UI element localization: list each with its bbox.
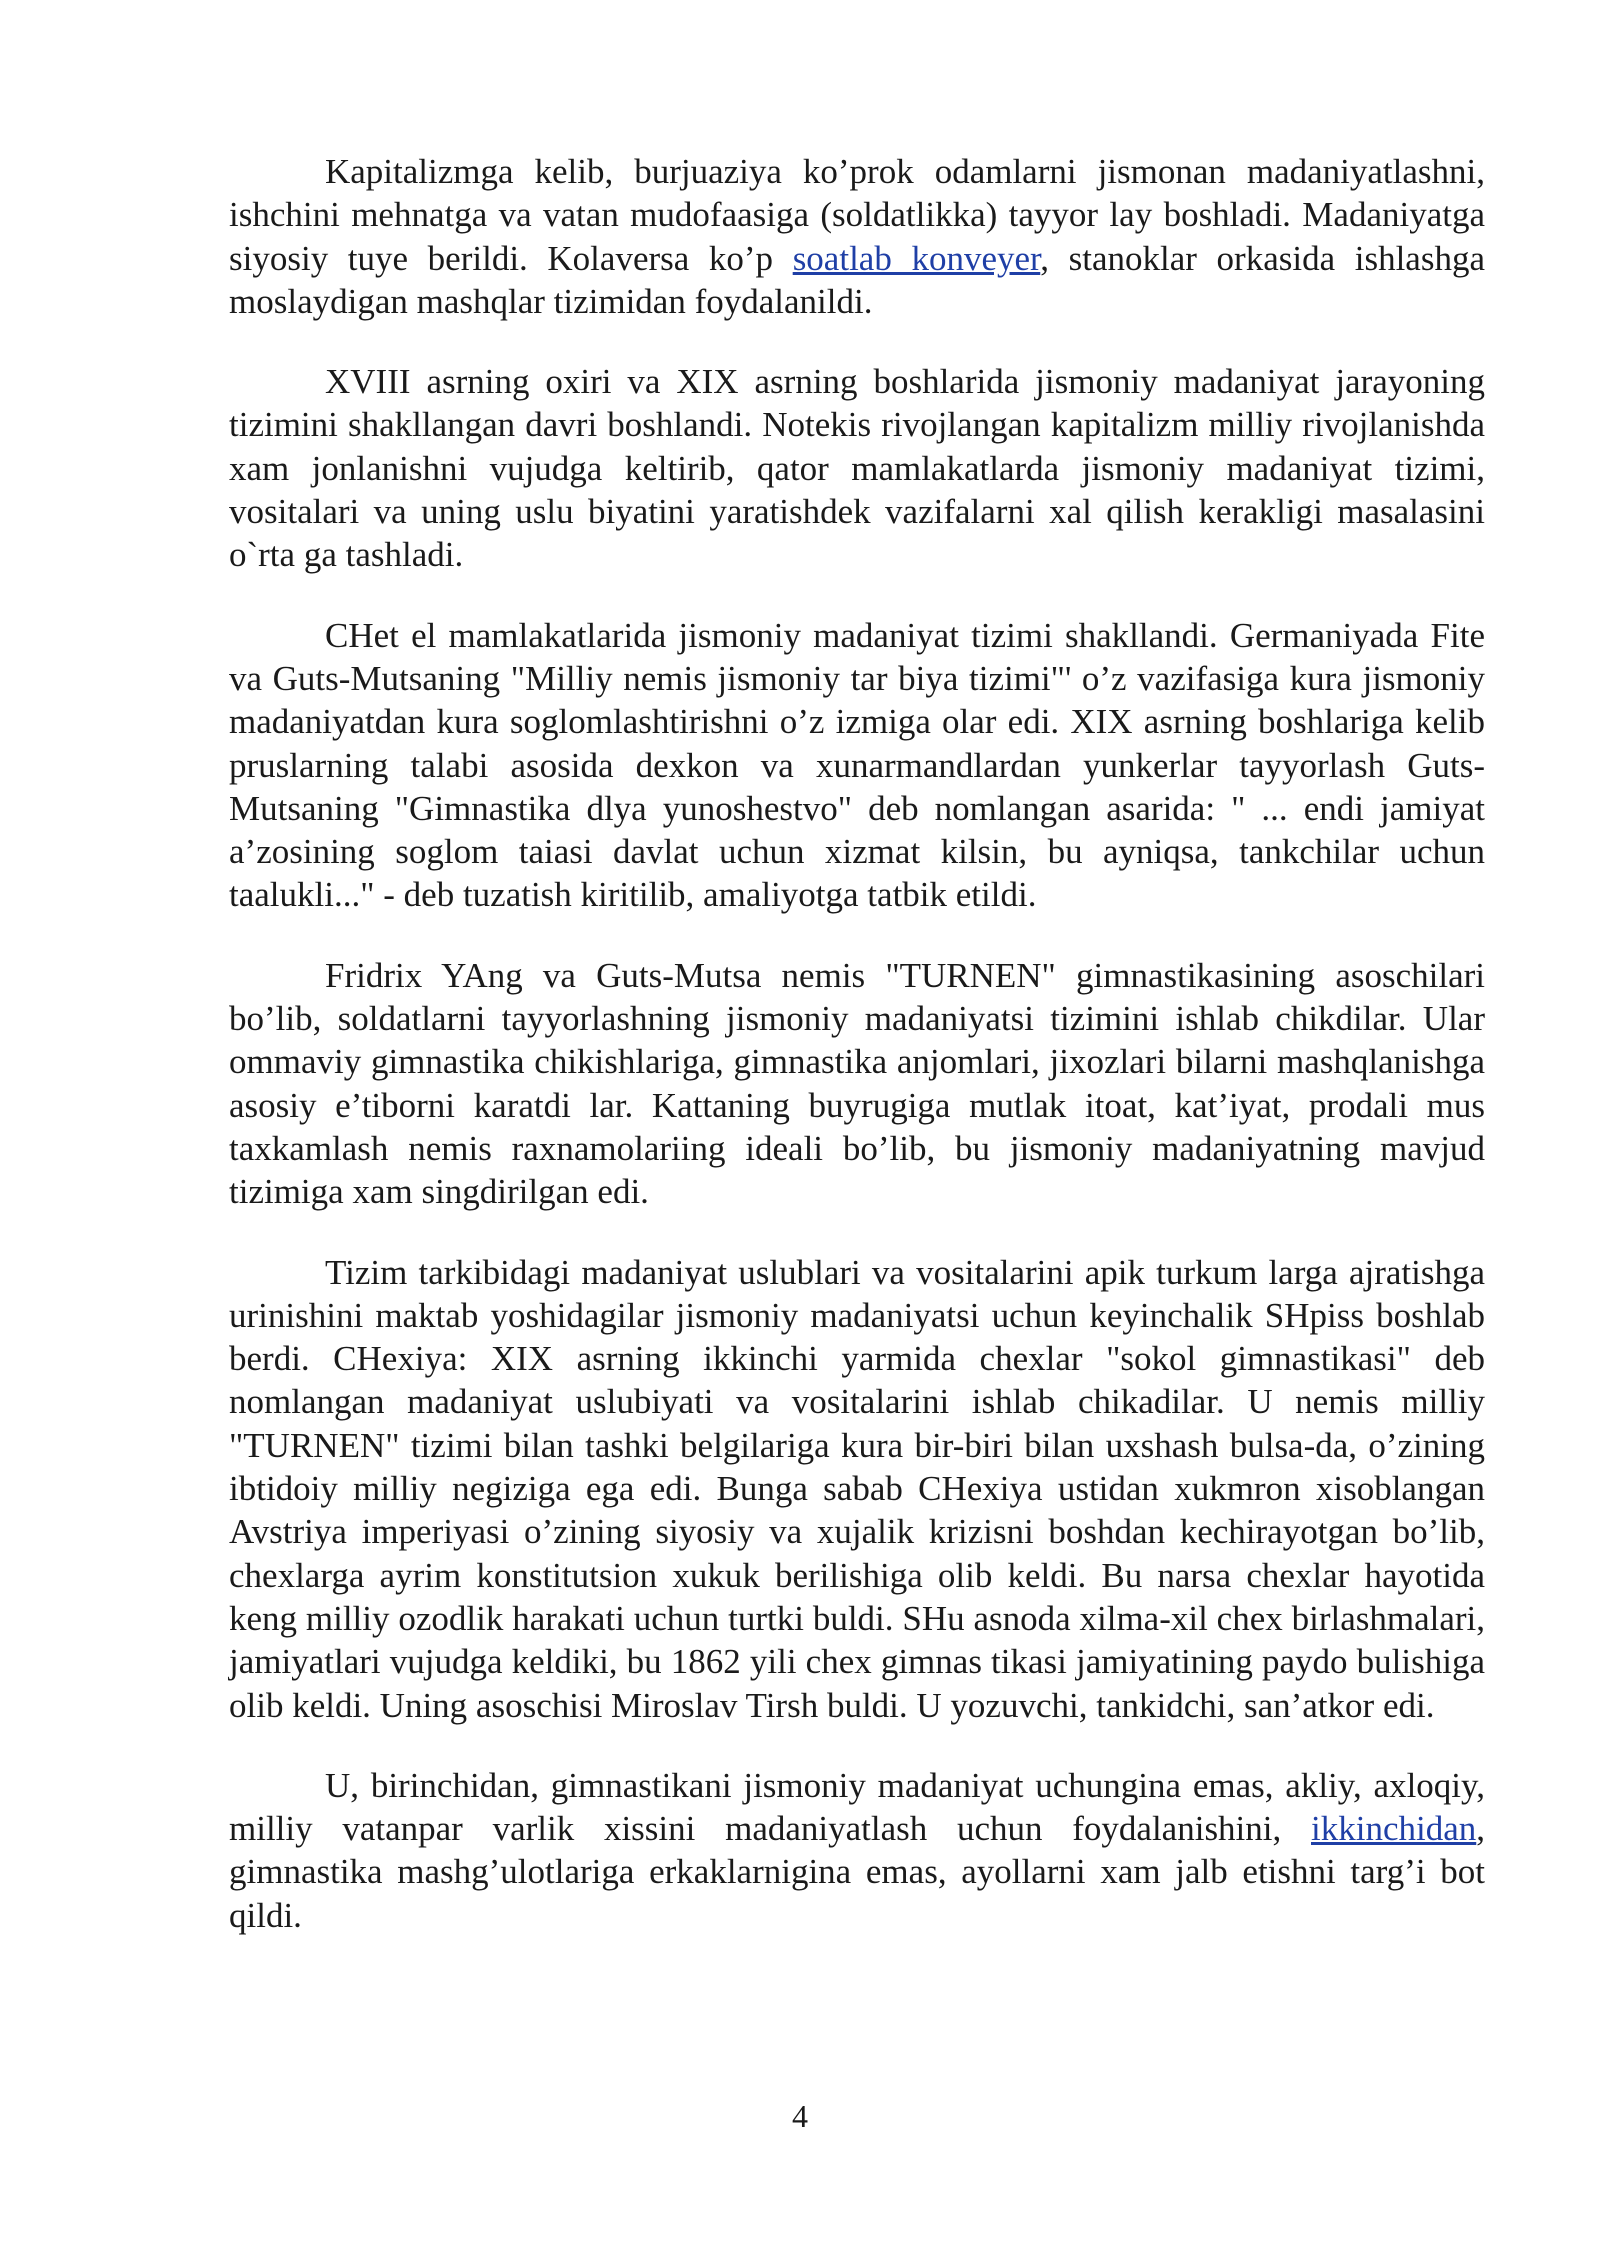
paragraph-2: XVIII asrning oxiri va XIX asrning boshlarida jismoniy madaniyat jarayoning tizimini shakllangan davri boshlandi. Notekis rivojlangan kapitalizm milliy rivojlanishda xam jonlanishni vujudga keltirib, qator mamlakatlarda jismoniy madaniyat tizimi, vositalari va uning uslu biyatini yaratishdek vazifalarni xal qilish kerakligi masalasini o`rta ga tashladi. <box>229 362 1485 575</box>
paragraph-1-text-after: , stanoklar orkasida ishlashga moslaydigan mashqlar tizimidan foydalanildi. <box>229 238 1485 321</box>
paragraph-6-text-after: , gimnastika mashg’ulotlariga erkaklarnigina emas, ayollarni xam jalb etishni targ’i bot qildi. <box>229 1809 1485 1935</box>
page-number: 4 <box>792 2098 808 2134</box>
link-soatlab-konveyer[interactable]: soatlab konveyer <box>792 238 1041 278</box>
paragraph-6-text-before: U, birinchidan, gimnastikani jismoniy madaniyat uchungina emas, akliy, axloqiy, milliy vatanpar varlik xissini madaniyatlash uchun foydalanishini, <box>229 1765 1485 1849</box>
link-ikkinchidan[interactable]: ikkinchidan <box>1311 1809 1477 1849</box>
paragraph-1-text-before: Kapitalizmga kelib, burjuaziya ko’prok odamlarni jismonan madaniyatlashni, ishchini mehnatga va vatan mudofaasiga (soldatlikka) tayyor lay boshladi. Madaniyatga siyosiy tuye berildi. Kolaversa ko’p <box>229 152 1485 278</box>
paragraph-4: Fridrix YAng va Guts-Mutsa nemis "TURNEN" gimnastikasining asoschilari bo’lib, soldatlarni tayyorlashning jismoniy madaniyatsi tizimini ishlab chikdilar. Ular ommaviy gimnastika chikishlariga, gimnastika anjomlari, jixozlari bilarni mashqlanishga asosiy e’tiborni karatdi lar. Kattaning buyrugiga mutlak itoat, kat’iyat, prodali mus taxkamlash nemis raxnamolariing ideali bo’lib, bu jismoniy madaniyatning mavjud tizimiga xam singdirilgan edi. <box>229 955 1485 1212</box>
paragraph-1 <box>229 150 1485 323</box>
paragraph-5: Tizim tarkibidagi madaniyat uslublari va vositalarini apik turkum larga ajratishga urinishini maktab yoshidagilar jismoniy madaniyatsi uchun keyinchalik SHpiss boshlab berdi. CHexiya: XIX asrning ikkinchi yarmida chexlar "sokol gimnastikasi" deb nomlangan madaniyat uslubiyati va vositalarini ishlab chikadilar. U nemis milliy "TURNEN" tizimi bilan tashki belgilariga kura bir-biri bilan uxshash bulsa-da, o’zining ibtidoiy milliy negiziga ega edi. Bunga sabab CHexiya ustidan xukmron xisoblangan Avstriya imperiyasi o’zining siyosiy va xujalik krizisni boshdan kechirayotgan bo’lib, chexlarga ayrim konstitutsion xukuk berilishiga olib keldi. Bu narsa chexlar hayotida keng milliy ozodlik harakati uchun turtki buldi. SHu asnoda xilma-xil chex birlashmalari, jamiyatlari vujudga keldiki, bu 1862 yili chex gimnas tikasi jamiyatining paydo bulishiga olib keldi. Uning asoschisi Miroslav Tirsh buldi. U yozuvchi, tankidchi, san’atkor edi. <box>229 1252 1485 1725</box>
paragraph-6 <box>229 1764 1485 1937</box>
paragraph-3: CHet el mamlakatlarida jismoniy madaniyat tizimi shakllandi. Germaniyada Fite va Guts-Mutsaning "Milliy nemis jismoniy tar biya tizimi"' o’z vazifasiga kura jismoniy madaniyatdan kura soglomlashtirishni o’z izmiga olar edi. XIX asrning boshlariga kelib pruslarning talabi asosida dexkon va xunarmandlardan yunkerlar tayyorlash Guts-Mutsaning "Gimnastika dlya yunoshestvo" deb nomlangan asarida: " ... endi jamiyat a’zosining soglom taiasi davlat uchun xizmat kilsin, bu ayniqsa, tankchilar uchun taalukli..." - deb tuzatish kiritilib, amaliyotga tatbik etildi. <box>229 615 1485 915</box>
document-page <box>229 150 1485 1974</box>
